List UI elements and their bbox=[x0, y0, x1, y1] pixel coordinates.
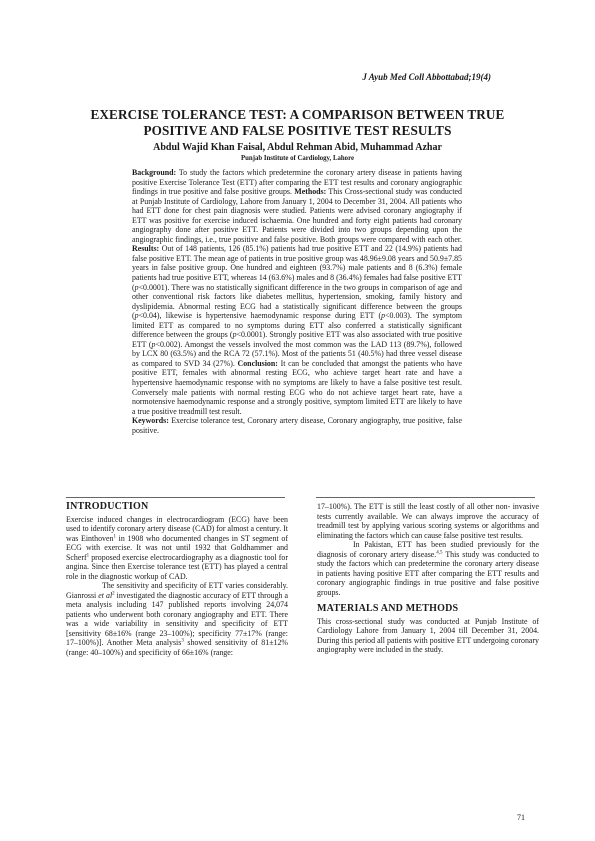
intro-paragraph-2 bbox=[66, 581, 288, 657]
page-number: 71 bbox=[517, 813, 525, 822]
p-symbol: p bbox=[151, 339, 156, 349]
background-label: Background: bbox=[132, 168, 177, 177]
results-text-6: <0.002). Amongst the vessels involved the most common was the LAD 113 (89.7%), followed by LCX 80 (63.5%) and the RCA 72 (57.1%). Most of the patients 51 (40.5%) had three vessel disease as compared to SVD 34 (27%). bbox=[132, 339, 463, 368]
intro-text: In Pakistan, ETT has been studied previously for the diagnosis of coronary artery disease. bbox=[317, 540, 539, 559]
keywords-label: Keywords: bbox=[132, 416, 169, 426]
methods-paragraph-1: This cross-sectional study was conducted at Punjab Institute of Cardiology Lahore from January 1, 2004 till December 31, 2004. During this period all patients with positive ETT undergoing coronary angiography were included in the study. bbox=[317, 616, 539, 654]
citation: 3 bbox=[181, 638, 184, 644]
methods-heading: MATERIALS AND METHODS bbox=[317, 603, 459, 614]
divider-left bbox=[66, 497, 285, 498]
results-text-4: <0.003). The symptom limited ETT as compared to no symptoms during ETT also conferred a statistically significant difference between the groups ( bbox=[132, 311, 463, 340]
author-list: Abdul Wajid Khan Faisal, Abdul Rehman Abid, Muhammad Azhar bbox=[153, 142, 442, 153]
methods-label: Methods: bbox=[294, 187, 327, 197]
right-column bbox=[317, 502, 539, 655]
results-text-2: <0.0001). There was no statistically significant difference in the two groups in comparison of age and other conventional risk factors like diabetes mellitus, hypertension, smoking, family history and dyslipidemia. Abnormal resting ECG had a statistically significant difference between the groups ( bbox=[132, 282, 462, 321]
journal-citation: J Ayub Med Coll Abbottabad;19(4) bbox=[362, 72, 491, 82]
results-text-3: <0.04), likewise is hypertensive haemodynamic response during ETT ( bbox=[138, 311, 382, 321]
conclusion-label: Conclusion: bbox=[237, 358, 278, 368]
results-text-5: <0.0001). Strongly positive ETT was also associated with true positive ETT ( bbox=[132, 330, 462, 349]
citation: 2 bbox=[112, 590, 115, 596]
keywords bbox=[132, 416, 462, 435]
p-symbol: p bbox=[134, 282, 139, 292]
et-al: et al bbox=[98, 590, 113, 600]
citation: 1 bbox=[113, 533, 116, 539]
left-column bbox=[66, 502, 288, 657]
keywords-text: Exercise tolerance test, Coronary artery disease, Coronary angiography, true positive, false positive. bbox=[132, 416, 462, 435]
background-text: To study the factors which predetermine the coronary artery disease in patients having positive Exercise Tolerance Test (ETT) after comparing the ETT test results and coronary angiographic findings in true positive and false positive groups. bbox=[132, 168, 462, 197]
abstract bbox=[132, 168, 462, 435]
abstract-body bbox=[132, 168, 462, 416]
results-text-1: Out of 148 patients, 126 (85.1%) patients had true positive ETT and 22 (14.9%) patients had false positive ETT. The mean age of patients in true positive group was 48.96±9.08 years and 50.9±7.85 years in false positive group. One hundred and eighteen (93.7%) male patients and 8 (6.3%) female patients had true positive ETT, whereas 14 (63.6%) males and 8 (36.4%) females had false positive ETT ( bbox=[132, 244, 462, 292]
intro-text: proposed exercise electrocardiography as a diagnostic tool for angina. Since then Exercise tolerance test (ETT) has played a central role in the diagnostic workup of CAD. bbox=[66, 552, 288, 581]
citation: 4,5 bbox=[436, 549, 443, 555]
intro-text: in 1908 who documented changes in ST segment of ECG with exercise. It was not until 1932 that Goldhammer and Scherf bbox=[66, 533, 288, 562]
intro-text: Exercise induced changes in electrocardiogram (ECG) have been used to identify coronary artery disease (CAD) for almost a century. It was Einthoven bbox=[66, 514, 288, 543]
introduction-heading: INTRODUCTION bbox=[66, 501, 149, 512]
intro-paragraph-1 bbox=[66, 515, 288, 582]
p-symbol: p bbox=[232, 330, 237, 340]
intro-text: investigated the diagnostic accuracy of ETT through a meta analysis including 147 published reports involving 24,074 patients who underwent both coronary angiography and ETT. There was a wide variability in sensitivity and specificity of ETT [sensitivity 68±16% (range 23–100%); specificity 77±17% (range: 17–100%)]. Another Meta analysis bbox=[66, 590, 289, 647]
divider-right bbox=[316, 497, 535, 498]
intro-text: This study was conducted to study the factors which can predetermine the coronary artery disease in patients having positive ETT after comparing the ETT results and coronary angiographic findings in true positive and false positive groups. bbox=[317, 549, 539, 597]
intro-text: showed sensitivity of 81±12% (range: 40–100%) and specificity of 66±16% (range: bbox=[66, 638, 288, 657]
p-symbol: p bbox=[381, 311, 386, 321]
results-label: Results: bbox=[132, 244, 160, 254]
conclusion-text: It can be concluded that amongst the patients who have positive ETT, females with abnormal resting ECG, who achieve target heart rate and have a hypertensive haemodynamic response with no symptoms are likely to have a false positive test result. Conversely male patients with normal resting ECG who do not achieve target heart rate, have a normotensive haemodynamic response and a strongly positive, symptom limited ETT are likely to have a true positive treadmill test result. bbox=[132, 358, 462, 416]
intro-text: The sensitivity and specificity of ETT varies considerably. Gianrossi bbox=[66, 581, 288, 600]
citation: 1 bbox=[86, 552, 90, 558]
paper-title: EXERCISE TOLERANCE TEST: A COMPARISON BETWEEN TRUE POSITIVE AND FALSE POSITIVE TEST RESULTS bbox=[90, 107, 505, 138]
affiliation: Punjab Institute of Cardiology, Lahore bbox=[241, 155, 354, 162]
intro-paragraph-3: 17–100%). The ETT is still the least costly of all other non- invasive tests currently available. We can always improve the accuracy of treadmill test by applying various scoring systems or algorithms and eliminating the factors which can cause false positive test results. bbox=[317, 502, 539, 540]
methods-text: This Cross-sectional study was conducted at Punjab Institute of Cardiology, Lahore from January 1, 2004 to December 31, 2004. All patients who had ETT done for chest pain diagnosis were studied. Patients were advised coronary angiography if ETT was positive for exercise induced ischaemia. One hundred and forty eight patients had coronary angiography done after positive ETT. Patients were divided into two groups depending upon the angiographic findings, i.e., true positive and false positive. Both groups were compared with each other. bbox=[132, 187, 462, 244]
p-symbol: p bbox=[134, 311, 139, 321]
intro-paragraph-4 bbox=[317, 540, 539, 597]
